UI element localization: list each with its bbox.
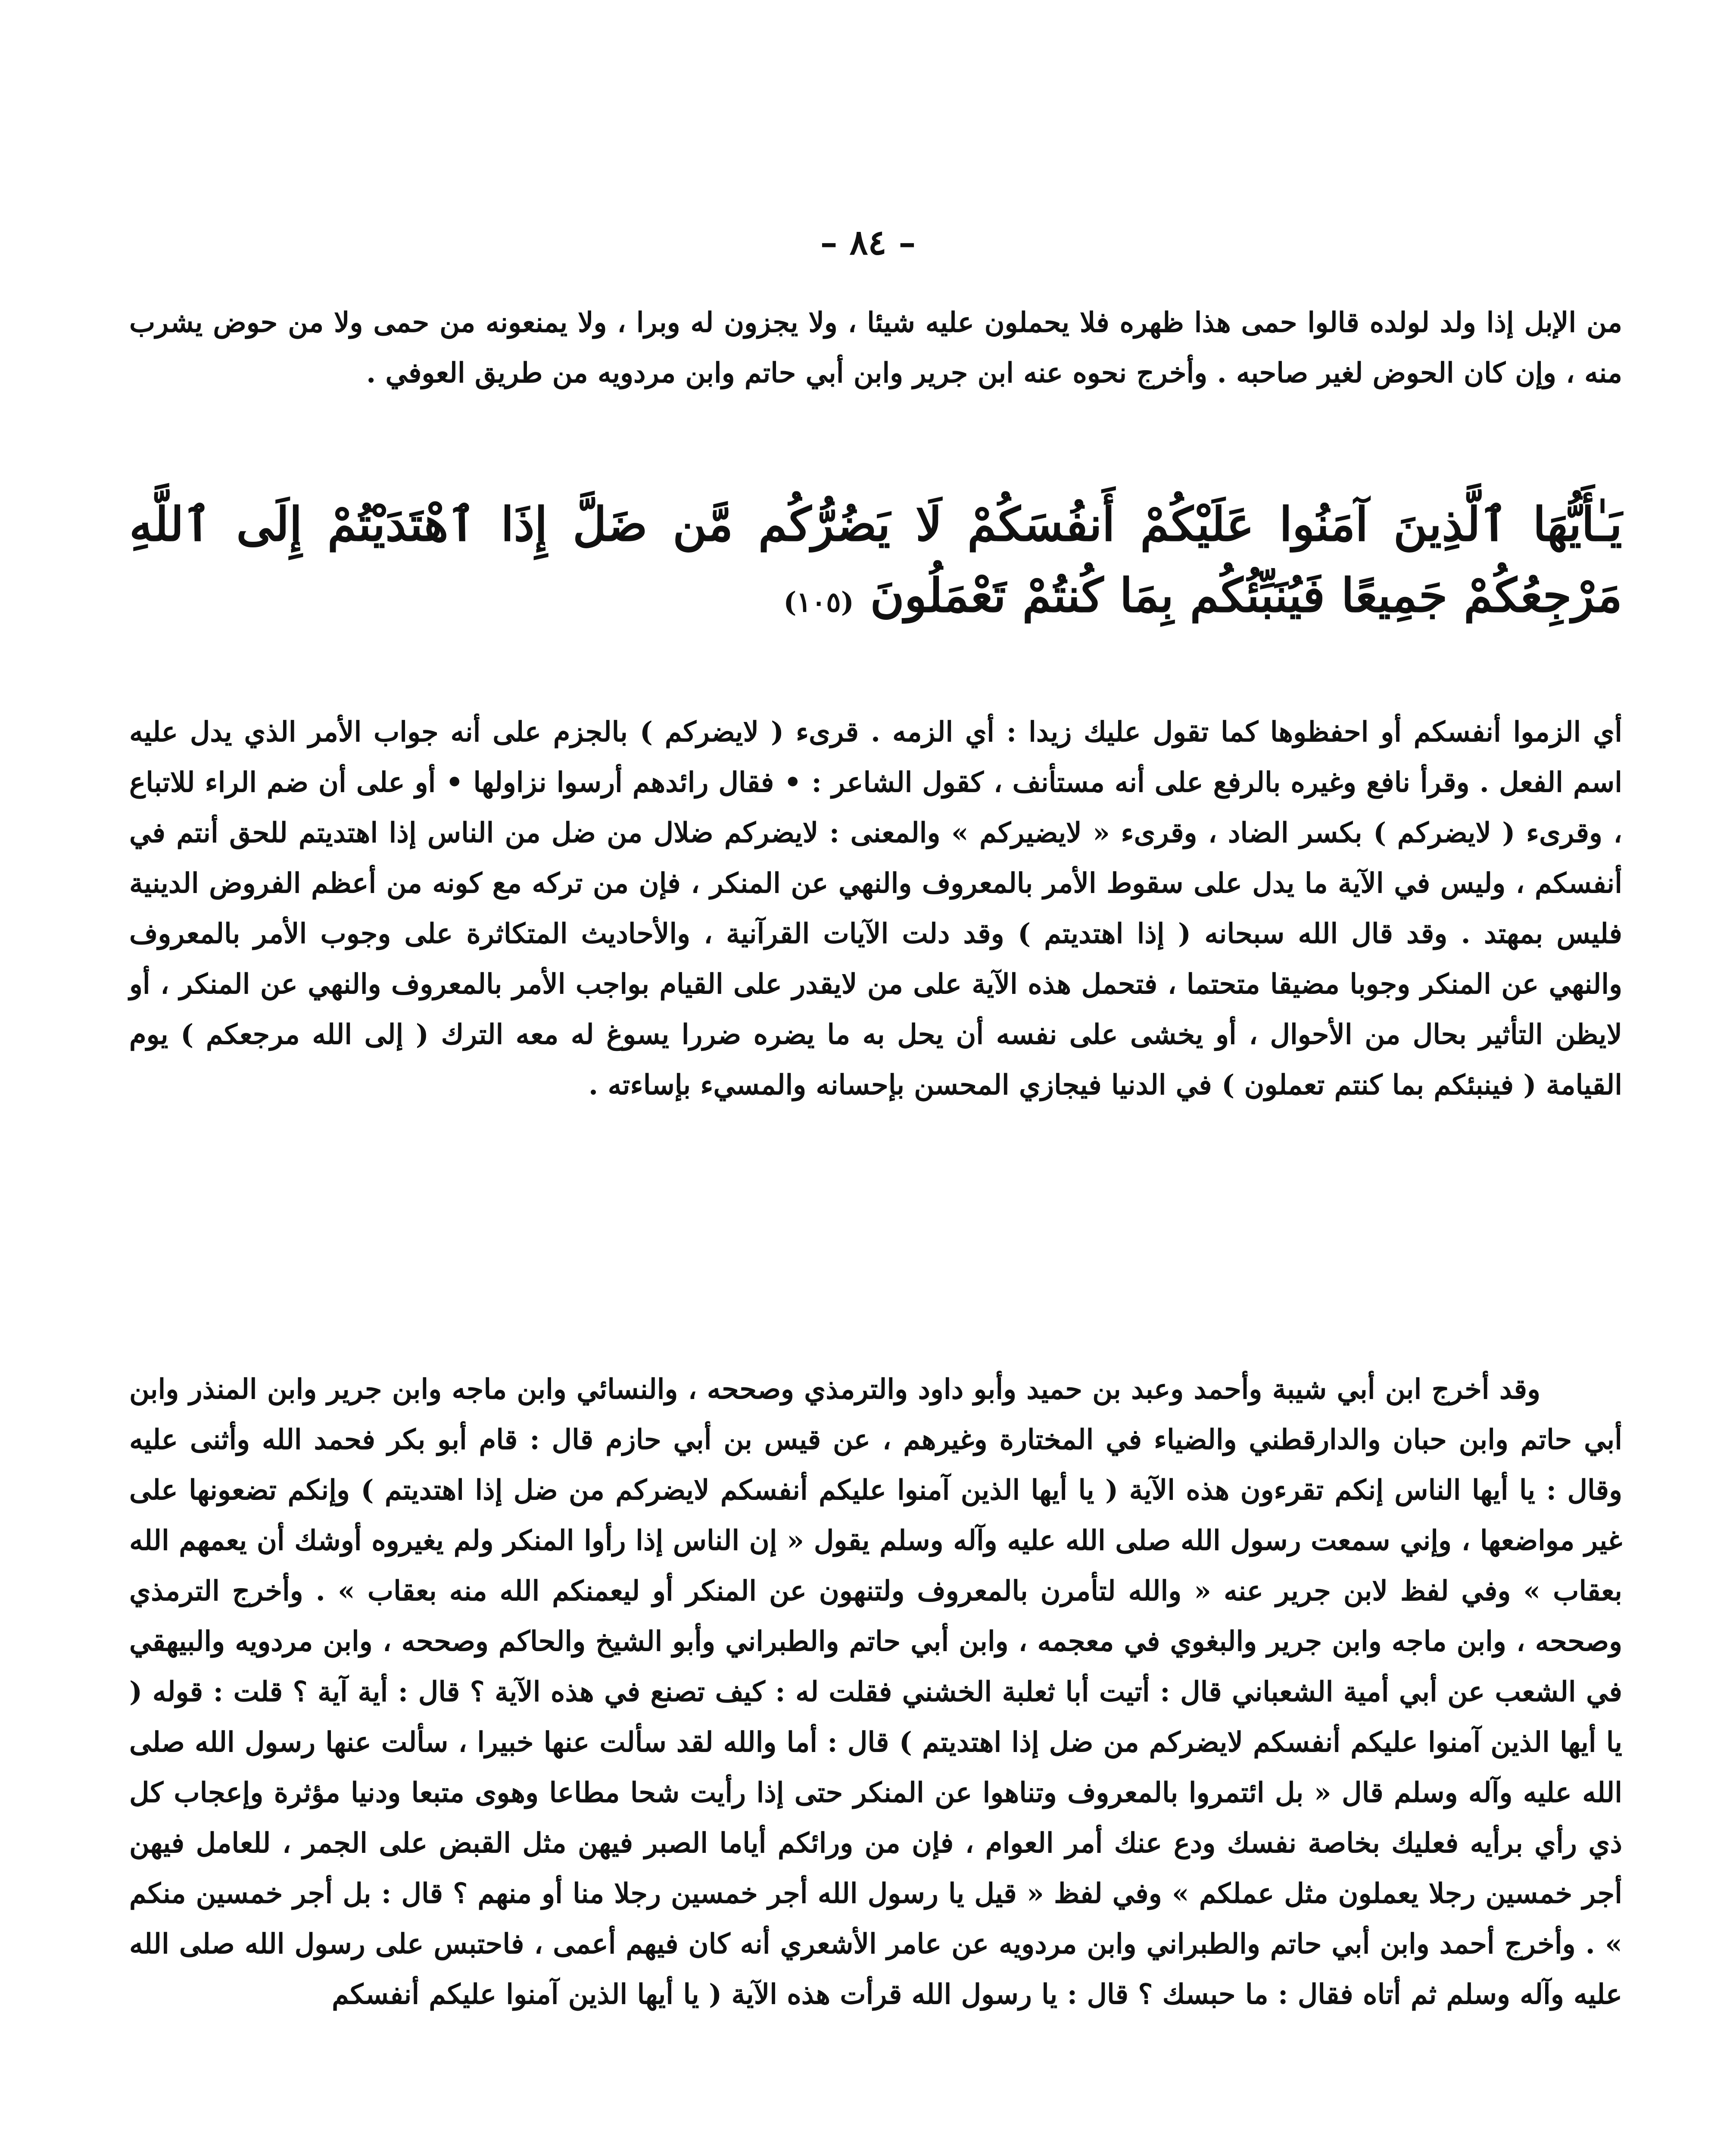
quran-verse — [129, 489, 1622, 638]
commentary-paragraph: أي الزموا أنفسكم أو احفظوها كما تقول عليك زيدا : أي الزمه . قرىء ( لايضركم ) بالجزم على أنه جواب الأمر الذي يدل عليه اسم الفعل . وقرأ نافع وغيره بالرفع على أنه مستأنف ، كقول الشاعر : • فقال رائدهم أرسوا نزاولها • أو على أن ضم الراء للاتباع ، وقرىء ( لايضركم ) بكسر الضاد ، وقرىء « لايضيركم » والمعنى : لايضركم ضلال من ضل من الناس إذا اهتديتم للحق أنتم في أنفسكم ، وليس في الآية ما يدل على سقوط الأمر بالمعروف والنهي عن المنكر ، فإن من تركه مع كونه من أعظم الفروض الدينية فليس بمهتد . وقد قال الله سبحانه ( إذا اهتديتم ) وقد دلت الآيات القرآنية ، والأحاديث المتكاثرة على وجوب الأمر بالمعروف والنهي عن المنكر وجوبا مضيقا متحتما ، فتحمل هذه الآية على من لايقدر على القيام بواجب الأمر بالمعروف والنهي عن المنكر ، أو لايظن التأثير بحال من الأحوال ، أو يخشى على نفسه أن يحل به ما يضره ضررا يسوغ له معه الترك ( إلى الله مرجعكم ) يوم القيامة ( فينبئكم بما كنتم تعملون ) في الدنيا فيجازي المحسن بإحسانه والمسيء بإساءته . — [129, 716, 1623, 1101]
intro-paragraph: من الإبل إذا ولد لولده قالوا حمى هذا ظهره فلا يحملون عليه شيئا ، ولا يجزون له وبرا ، ولا يمنعونه من حمى ولا من حوض يشرب منه ، وإن كان الحوض لغير صاحبه . وأخرج نحوه عنه ابن جرير وابن أبي حاتم وابن مردويه من طريق العوفي . — [129, 306, 1623, 389]
verse-number: (١٠٥) — [783, 586, 854, 618]
verse-text: يَـٰأَيُّهَا ٱلَّذِينَ آمَنُوا عَلَيْكُمْ أَنفُسَكُمْ لَا يَضُرُّكُم مَّن ضَلَّ إِذَا ٱهْتَدَيْتُمْ إِلَى ٱللَّهِ مَرْجِعُكُمْ جَمِيعًا فَيُنَبِّئُكُم بِمَا كُنتُمْ تَعْمَلُونَ — [129, 497, 1622, 623]
page-number: – ٨٤ – — [820, 222, 916, 262]
hadith-paragraph: وقد أخرج ابن أبي شيبة وأحمد وعبد بن حميد وأبو داود والترمذي وصححه ، والنسائي وابن ماجه وابن جرير وابن المنذر وابن أبي حاتم وابن حبان والدارقطني والضياء في المختارة وغيرهم ، عن قيس بن أبي حازم قال : قام أبو بكر فحمد الله وأثنى عليه وقال : يا أيها الناس إنكم تقرءون هذه الآية ( يا أيها الذين آمنوا عليكم أنفسكم لايضركم من ضل إذا اهتديتم ) وإنكم تضعونها على غير مواضعها ، وإني سمعت رسول الله صلى الله عليه وآله وسلم يقول « إن الناس إذا رأوا المنكر ولم يغيروه أوشك أن يعمهم الله بعقاب » وفي لفظ لابن جرير عنه « والله لتأمرن بالمعروف ولتنهون عن المنكر أو ليعمنكم الله منه بعقاب » . وأخرج الترمذي وصححه ، وابن ماجه وابن جرير والبغوي في معجمه ، وابن أبي حاتم والطبراني وأبو الشيخ والحاكم وصححه ، وابن مردويه والبيهقي في الشعب عن أبي أمية الشعباني قال : أتيت أبا ثعلبة الخشني فقلت له : كيف تصنع في هذه الآية ؟ قال : أية آية ؟ قلت : قوله ( يا أيها الذين آمنوا عليكم أنفسكم لايضركم من ضل إذا اهتديتم ) قال : أما والله لقد سألت عنها خبيرا ، سألت عنها رسول الله صلى الله عليه وآله وسلم قال « بل ائتمروا بالمعروف وتناهوا عن المنكر حتى إذا رأيت شحا مطاعا وهوى متبعا ودنيا مؤثرة وإعجاب كل ذي رأي برأيه فعليك بخاصة نفسك ودع عنك أمر العوام ، فإن من ورائكم أياما الصبر فيهن مثل القبض على الجمر ، للعامل فيهن أجر خمسين رجلا يعملون مثل عملكم » وفي لفظ « قيل يا رسول الله أجر خمسين رجلا منا أو منهم ؟ قال : بل أجر خمسين منكم » . وأخرج أحمد وابن أبي حاتم والطبراني وابن مردويه عن عامر الأشعري أنه كان فيهم أعمى ، فاحتبس على رسول الله صلى الله عليه وآله وسلم ثم أتاه فقال : ما حبسك ؟ قال : يا رسول الله قرأت هذه الآية ( يا أيها الذين آمنوا عليكم أنفسكم — [129, 1373, 1623, 2011]
